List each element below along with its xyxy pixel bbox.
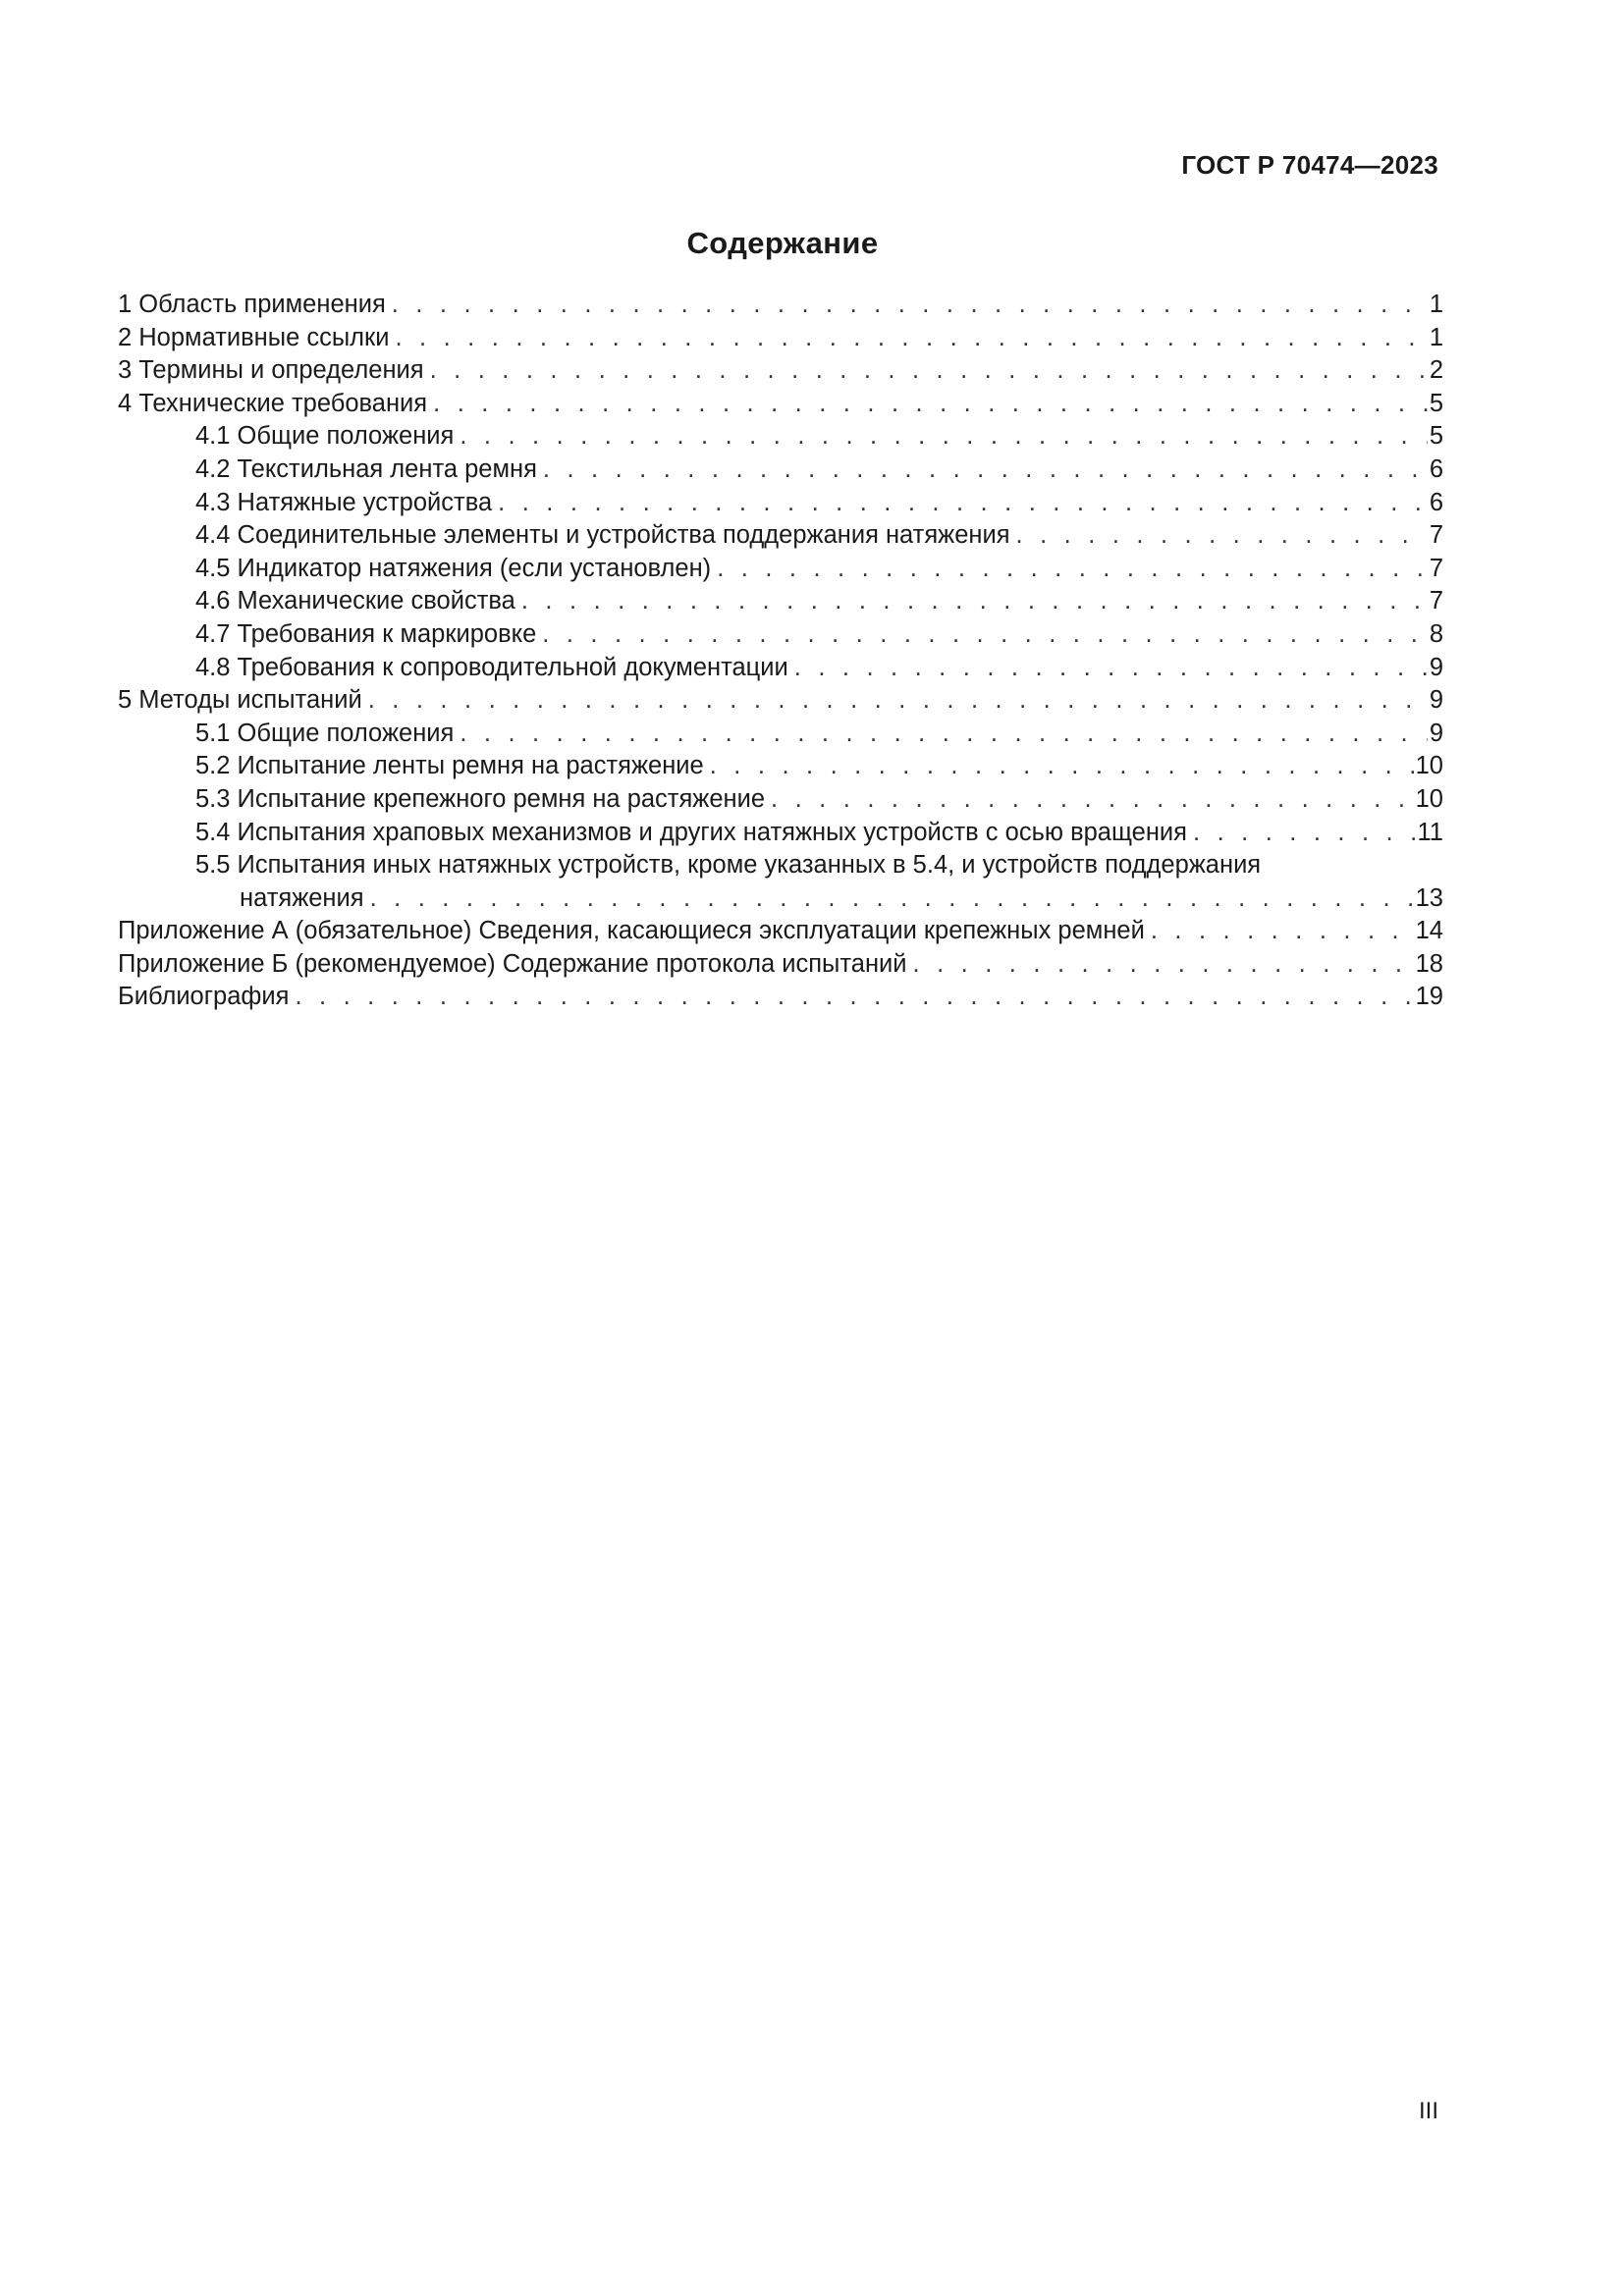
dot-leader: [370, 882, 1414, 916]
toc-entry-page: 14: [1415, 917, 1443, 945]
dot-leader: [913, 948, 1414, 982]
toc-entry-page: 7: [1429, 521, 1443, 550]
document-header: ГОСТ Р 70474—2023: [1181, 150, 1438, 180]
dot-leader: [395, 322, 1427, 355]
toc-entry[interactable]: [118, 289, 1443, 322]
toc-entry-page: 1: [1429, 291, 1443, 318]
toc-entry-page: 9: [1429, 719, 1443, 747]
toc-entry-page: 7: [1429, 587, 1443, 615]
toc-title: Содержание: [686, 226, 879, 260]
toc-entry-label: 5 Методы испытаний: [118, 686, 362, 715]
toc-entry-page: 5: [1429, 422, 1443, 451]
toc-entry-label: 4.1 Общие положения: [195, 422, 455, 451]
toc-entry-page: 19: [1415, 983, 1443, 1011]
toc-entry-label: 4 Технические требования: [118, 389, 428, 417]
toc-entry-page: 10: [1415, 752, 1443, 780]
dot-leader: [794, 652, 1428, 685]
dot-leader: [1151, 915, 1414, 948]
toc-entry-label: 4.6 Механические свойства: [195, 587, 515, 615]
toc-entry[interactable]: [118, 618, 1443, 652]
dot-leader: [392, 289, 1428, 322]
toc-entry-page: 10: [1415, 784, 1443, 813]
toc-entry-page: 13: [1415, 883, 1443, 912]
toc-entry-page: 9: [1429, 653, 1443, 681]
dot-leader: [542, 618, 1428, 652]
toc-entry-page: 6: [1429, 488, 1443, 516]
toc-entry[interactable]: [118, 519, 1443, 553]
toc-entry-label: Приложение Б (рекомендуемое) Содержание протокола испытаний: [118, 949, 907, 978]
dot-leader: [771, 783, 1414, 817]
dot-leader: [368, 684, 1428, 718]
toc-entry[interactable]: [118, 783, 1443, 817]
toc-entry[interactable]: [118, 718, 1443, 751]
toc-entry-label: 4.4 Соединительные элементы и устройства поддержания натяжения: [195, 521, 1010, 550]
toc-entry[interactable]: [118, 750, 1443, 783]
dot-leader: [1016, 519, 1428, 553]
toc-entry-label: 5.5 Испытания иных натяжных устройств, кроме указанных в 5.4, и устройств поддержания: [195, 851, 1262, 880]
dot-leader: [295, 981, 1413, 1014]
toc-entry[interactable]: [118, 981, 1443, 1014]
toc-entry[interactable]: [118, 420, 1443, 454]
toc-entry[interactable]: [118, 487, 1443, 520]
toc-entry[interactable]: [118, 585, 1443, 618]
toc-entry-label-continuation: натяжения: [240, 883, 364, 912]
toc-entry-label: 2 Нормативные ссылки: [118, 323, 390, 351]
toc-entry-label: 4.5 Индикатор натяжения (если установлен): [195, 554, 712, 582]
toc-entry[interactable]: [118, 322, 1443, 355]
toc-entry-page: 11: [1417, 818, 1443, 846]
toc-entry-page: 18: [1415, 949, 1443, 978]
toc-entry-label: 5.3 Испытание крепежного ремня на растяжение: [195, 784, 766, 813]
toc-entry-continuation[interactable]: [118, 882, 1443, 916]
dot-leader: [460, 718, 1427, 751]
toc-entry-page: 5: [1429, 389, 1443, 417]
toc-entry-page: 8: [1429, 619, 1443, 648]
toc-entry[interactable]: [118, 915, 1443, 948]
toc-entry-label: 4.3 Натяжные устройства: [195, 488, 493, 516]
toc-entry-label: 5.1 Общие положения: [195, 719, 455, 747]
toc-entry[interactable]: [118, 354, 1443, 388]
dot-leader: [710, 750, 1414, 783]
toc-entry-label: Приложение А (обязательное) Сведения, касающиеся эксплуатации крепежных ремней: [118, 917, 1145, 945]
toc-entry-page: 2: [1429, 356, 1443, 385]
dot-leader: [498, 487, 1428, 520]
toc-entry[interactable]: [118, 652, 1443, 685]
toc-entry-label: 5.2 Испытание ленты ремня на растяжение: [195, 752, 704, 780]
toc-entry-page: 7: [1429, 554, 1443, 582]
toc-entry[interactable]: [118, 454, 1443, 487]
dot-leader: [521, 585, 1428, 618]
toc-entry[interactable]: [118, 553, 1443, 586]
toc-entry[interactable]: [118, 849, 1443, 882]
toc-entry-label: 4.2 Текстильная лента ремня: [195, 454, 537, 483]
dot-leader: [460, 420, 1427, 454]
toc-entry[interactable]: [118, 817, 1443, 850]
toc-entry-label: 4.7 Требования к маркировке: [195, 619, 537, 648]
toc-entry[interactable]: [118, 684, 1443, 718]
page-number: III: [1418, 2098, 1438, 2124]
dot-leader: [1193, 817, 1416, 850]
dot-leader: [543, 454, 1428, 487]
toc-entry-page: 9: [1429, 686, 1443, 715]
table-of-contents: [118, 289, 1443, 1014]
dot-leader: [433, 388, 1428, 421]
toc-entry-label: 4.8 Требования к сопроводительной документации: [195, 653, 788, 681]
dot-leader: [717, 553, 1428, 586]
dot-leader: [430, 354, 1428, 388]
toc-entry-label: 5.4 Испытания храповых механизмов и других натяжных устройств с осью вращения: [195, 818, 1187, 846]
toc-entry-label: 3 Термины и определения: [118, 356, 424, 385]
toc-entry[interactable]: [118, 388, 1443, 421]
toc-entry[interactable]: [118, 948, 1443, 982]
toc-entry-label: Библиография: [118, 983, 290, 1011]
toc-entry-page: 6: [1429, 454, 1443, 483]
toc-entry-page: 1: [1429, 323, 1443, 351]
toc-entry-label: 1 Область применения: [118, 291, 386, 318]
